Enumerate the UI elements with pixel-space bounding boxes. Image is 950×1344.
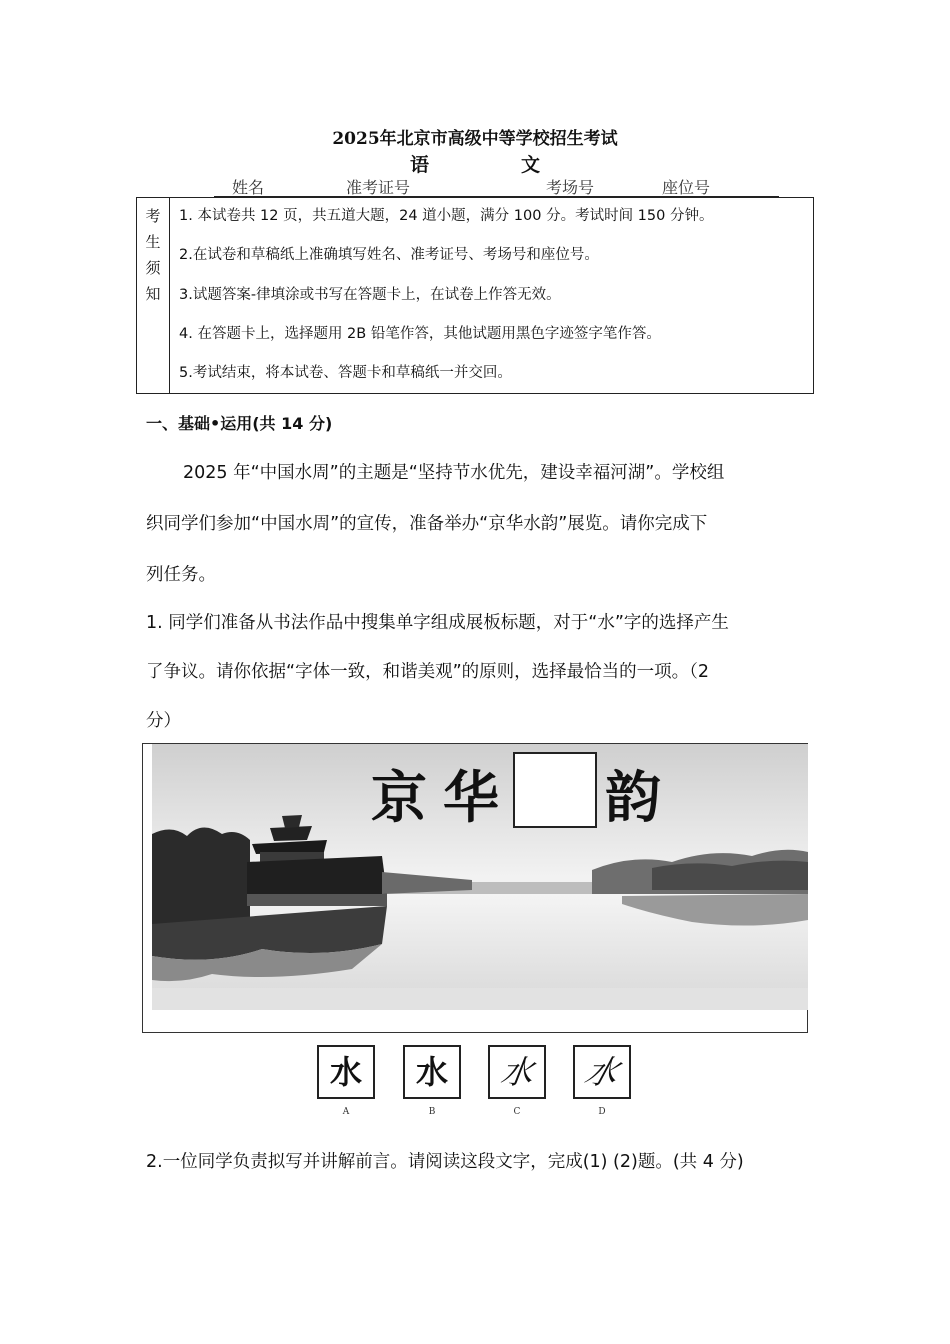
banner-char-hua: 华: [443, 765, 499, 831]
banner-image: [142, 743, 808, 1033]
option-d-label: D: [598, 1107, 606, 1117]
option-c-box[interactable]: [488, 1045, 546, 1099]
subject-title: [0, 150, 950, 177]
notice-label-char: 生: [145, 233, 161, 251]
exam-title: 2025年北京市高级中等学校招生考试: [332, 129, 618, 149]
notice-box: [136, 197, 814, 394]
notice-label-char: 考: [145, 207, 161, 225]
notice-label-char: 知: [145, 285, 161, 303]
intro-line-3: 列任务。: [146, 565, 216, 585]
info-field-admission-number: 准考证号: [346, 178, 411, 197]
option-b-box[interactable]: [403, 1045, 461, 1099]
section-heading: 一、基础•运用(共 14 分): [146, 414, 333, 433]
option-a-box[interactable]: [317, 1045, 375, 1099]
question1-line-3: 分）: [146, 711, 181, 731]
intro-line-2: 织同学们参加“中国水周”的宣传，准备举办“京华水韵”展览。请你完成下: [146, 514, 708, 534]
banner-char-jing: 京: [371, 765, 427, 831]
question1-line-1: 1. 同学们准备从书法作品中搜集单字组成展板标题，对于“水”字的选择产生: [146, 613, 729, 633]
banner-blank-box: [513, 752, 597, 828]
notice-item-2: 2.在试卷和草稿纸上准确填写姓名、准考证号、考场号和座位号。: [179, 247, 599, 263]
notice-item-4: 4. 在答题卡上，选择题用 2B 铅笔作答，其他试题用黑色字迹签字笔作答。: [179, 326, 661, 342]
info-field-seat: 座位号: [662, 178, 711, 197]
info-field-name: 姓名: [232, 178, 265, 197]
notice-item-5: 5.考试结束，将本试卷、答题卡和草稿纸一并交回。: [179, 365, 512, 381]
question1-line-2: 了争议。请你依据“字体一致，和谐美观”的原则，选择最恰当的一项。（2: [146, 662, 710, 682]
option-c-label: C: [513, 1107, 521, 1117]
question2-text: 2.一位同学负责拟写并讲解前言。请阅读这段文字，完成(1) (2)题。(共 4 分): [146, 1152, 744, 1172]
notice-item-3: 3.试题答案-律填涂或书写在答题卡上，在试卷上作答无效。: [179, 287, 561, 303]
option-d-box[interactable]: [573, 1045, 631, 1099]
option-b-glyph: 水: [415, 1053, 448, 1091]
subject-char-left: 语: [409, 154, 429, 176]
option-a-glyph: 水: [329, 1053, 362, 1091]
notice-item-1: 1. 本试卷共 12 页，共五道大题，24 道小题，满分 100 分。考试时间 150 分钟。: [179, 208, 714, 224]
info-field-exam-room: 考场号: [546, 178, 595, 197]
option-c-glyph: 水: [498, 1053, 536, 1091]
banner-char-yun: 韵: [605, 765, 661, 831]
intro-line-1: 2025 年“中国水周”的主题是“坚持节水优先，建设幸福河湖”。学校组: [183, 463, 725, 483]
option-a-label: A: [342, 1107, 350, 1117]
notice-label-char: 须: [145, 259, 161, 277]
option-d-glyph: 水: [580, 1054, 624, 1090]
notice-label: [137, 198, 170, 393]
option-b-label: B: [428, 1107, 436, 1117]
subject-char-right: 文: [521, 154, 541, 176]
